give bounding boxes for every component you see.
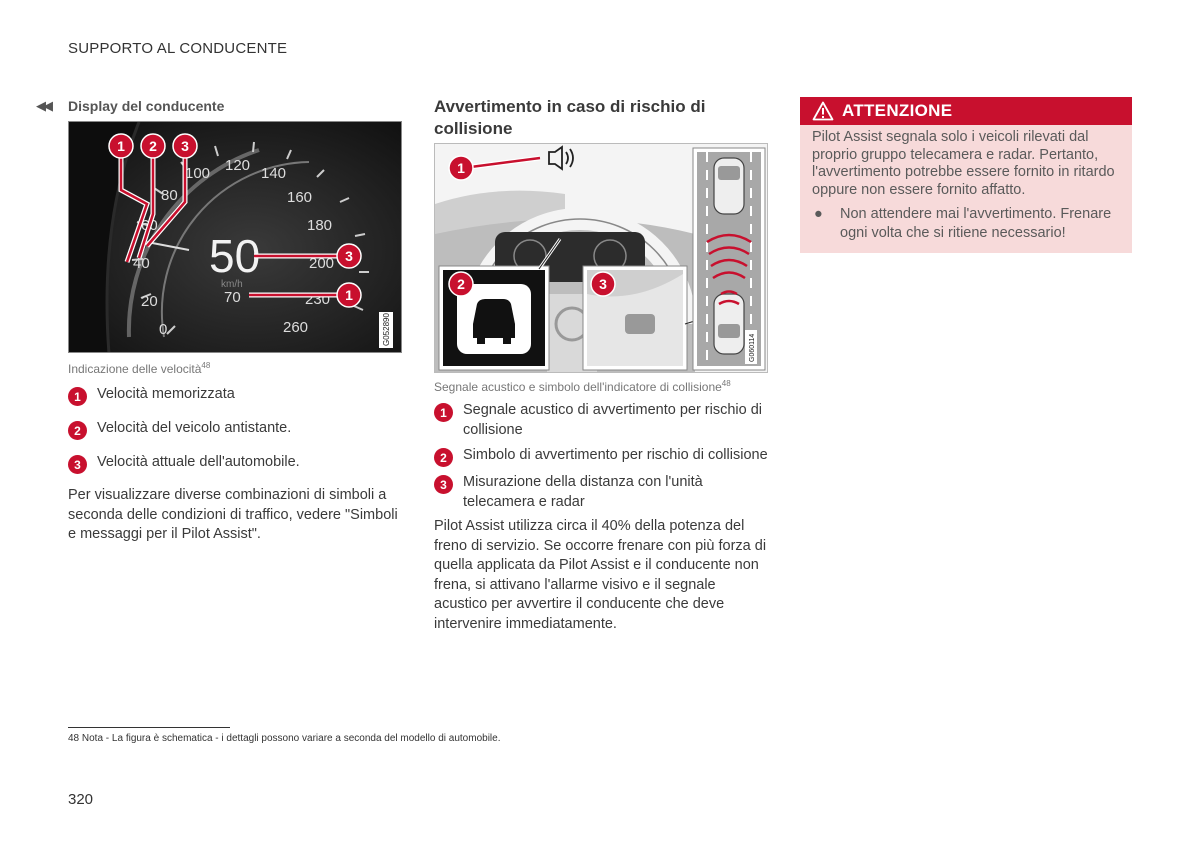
warning-bullet — [800, 199, 1132, 243]
dial-tick-label: 160 — [287, 189, 313, 206]
number-badge: 1 — [434, 403, 453, 422]
dial-tick-label: 230 — [305, 291, 331, 308]
current-speed: 50 — [209, 230, 261, 282]
column-driver-display — [36, 96, 402, 545]
page-header: SUPPORTO AL CONDUCENTE — [68, 40, 288, 57]
callout-1: 1 — [117, 138, 125, 154]
list-item — [434, 400, 768, 440]
dial-tick-label: 20 — [141, 293, 158, 310]
list-item — [68, 418, 402, 440]
list-item — [68, 384, 402, 406]
speed-unit: km/h — [221, 279, 243, 290]
callout-1: 1 — [345, 287, 353, 303]
list-item — [68, 452, 402, 474]
callout-2: 2 — [457, 276, 465, 292]
dial-tick-label: 140 — [261, 165, 287, 182]
paragraph: Pilot Assist utilizza circa il 40% della potenza del freno di servizio. Se occorre frenare con più forza di quella applicata da Pilot Assist e il conducente non frena, si attivano l'allarme visivo e il segnale acustico per avvertire il conducente che deve intervenire immediatamente. — [434, 518, 767, 632]
list-item-text: Velocità del veicolo antistante. — [97, 420, 292, 436]
column-collision-warning — [434, 96, 768, 635]
warning-title: ATTENZIONE — [842, 101, 953, 120]
figure-caption: Indicazione delle velocità$^{48}$ — [68, 361, 211, 376]
page-number: 320 — [68, 791, 94, 808]
set-speed: 70 — [224, 289, 241, 306]
legend-list — [434, 400, 768, 512]
warning-box — [800, 97, 1132, 253]
callout-3: 3 — [599, 276, 607, 292]
number-badge: 2 — [68, 421, 87, 440]
list-item-text: Misurazione della distanza con l'unità telecamera e radar — [463, 474, 703, 510]
dial-tick-label: 180 — [307, 217, 333, 234]
section-title-text: Display del conducente — [68, 98, 225, 114]
back-arrows-icon[interactable]: ◀◀ — [36, 98, 50, 113]
number-badge: 2 — [434, 448, 453, 467]
dial-tick-label: 100 — [185, 165, 211, 182]
warning-bullet-text: Non attendere mai l'avvertimento. Frenare ogni volta che si ritiene necessario! — [840, 206, 1112, 241]
warning-text: Pilot Assist segnala solo i veicoli rilevati dal proprio gruppo telecamera e radar. Pertanto, l'avvertimento potrebbe essere fornito in ritardo oppure non essere fornito affatto. — [812, 129, 1115, 198]
collision-figure — [434, 143, 768, 373]
dial-tick-label: 40 — [133, 255, 150, 272]
figure-caption: Segnale acustico e simbolo dell'indicatore di collisione$^{48}$ — [434, 379, 731, 394]
legend-list — [68, 384, 402, 474]
callout-3: 3 — [181, 138, 189, 154]
speedometer-figure — [68, 121, 402, 353]
section-heading: Avvertimento in caso di rischio di collisione — [434, 97, 706, 138]
list-item — [434, 445, 768, 467]
dial-tick-label: 200 — [309, 255, 335, 272]
list-item-text: Simbolo di avvertimento per rischio di collisione — [463, 447, 768, 463]
dial-tick-label: 120 — [225, 157, 251, 174]
dial-tick-label: 80 — [161, 187, 178, 204]
section-title — [36, 96, 402, 116]
list-item-text: Segnale acustico di avvertimento per rischio di collisione — [463, 402, 763, 438]
dial-tick-label: 260 — [283, 319, 309, 336]
image-code: G060114 — [749, 333, 756, 362]
number-badge: 1 — [68, 387, 87, 406]
number-badge: 3 — [68, 455, 87, 474]
collision-illustration — [435, 144, 768, 373]
footnote-divider — [68, 727, 230, 728]
dial-tick-label: 0 — [159, 321, 168, 338]
footnote: 48 Nota - La figura è schematica - i dettagli possono variare a seconda del modello di automobile. — [68, 733, 501, 744]
image-code: G052890 — [382, 313, 391, 346]
speedometer-illustration — [69, 122, 402, 353]
callout-1: 1 — [457, 160, 465, 176]
warning-triangle-icon — [812, 101, 834, 121]
warning-header — [800, 97, 1132, 125]
bullet-icon: ● — [814, 206, 823, 222]
number-badge: 3 — [434, 475, 453, 494]
paragraph: Per visualizzare diverse combinazioni di simboli a seconda delle condizioni di traffico, vedere "Simboli e messaggi per il Pilot Assist". — [68, 487, 398, 543]
list-item-text: Velocità memorizzata — [97, 386, 235, 402]
dial-tick-label: 60 — [141, 217, 158, 234]
list-item — [434, 472, 768, 512]
warning-panel — [800, 97, 1132, 253]
callout-3: 3 — [345, 248, 353, 264]
callout-2: 2 — [149, 138, 157, 154]
list-item-text: Velocità attuale dell'automobile. — [97, 454, 300, 470]
